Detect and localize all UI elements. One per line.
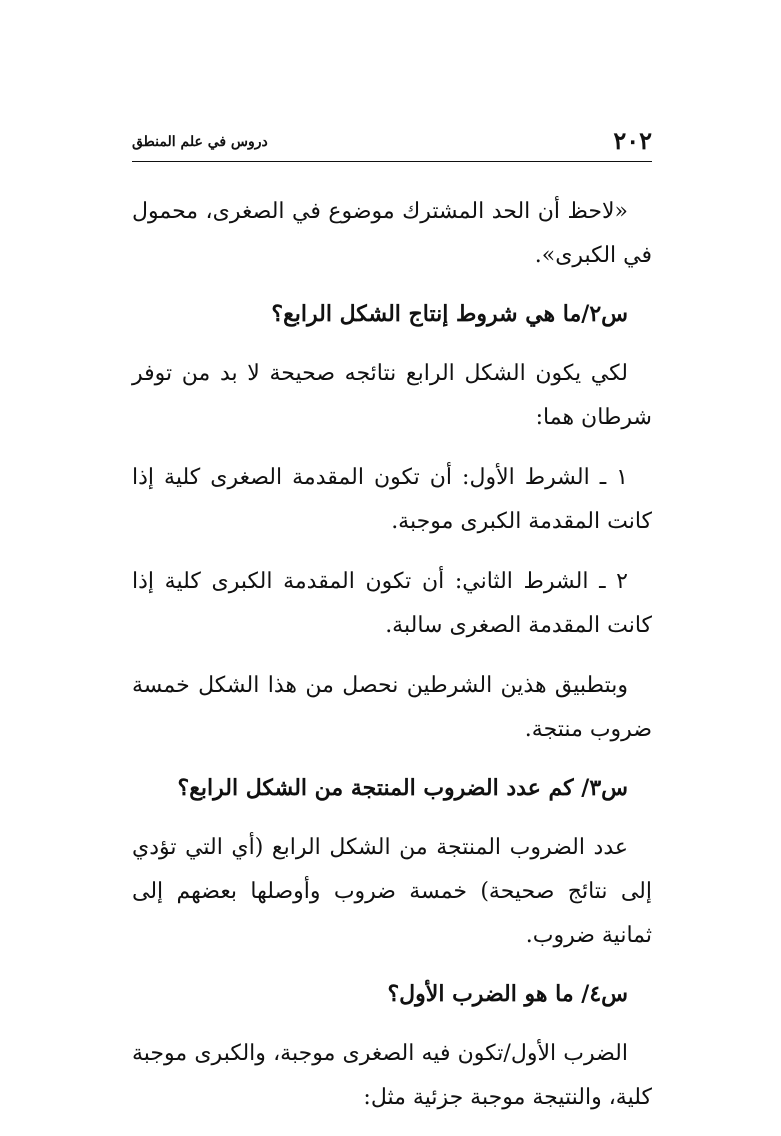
paragraph-condition-2: ٢ ـ الشرط الثاني: أن تكون المقدمة الكبرى كلية إذا كانت المقدمة الصغرى سالبة. — [132, 569, 652, 638]
header-rule — [132, 161, 652, 162]
paragraph-first-mood: الضرب الأول/تكون فيه الصغرى موجبة، والكبرى موجبة كلية، والنتيجة موجبة جزئية مثل: — [132, 1041, 652, 1110]
question-3-heading: س٣/ كم عدد الضروب المنتجة من الشكل الرابع؟ — [177, 775, 628, 801]
running-title: دروس في علم المنطق — [132, 134, 268, 150]
page-header — [132, 126, 652, 160]
question-2-heading: س٢/ما هي شروط إنتاج الشكل الرابع؟ — [271, 301, 628, 327]
paragraph-condition-1: ١ ـ الشرط الأول: أن تكون المقدمة الصغرى كلية إذا كانت المقدمة الكبرى موجبة. — [132, 465, 652, 534]
paragraph-note: «لاحظ أن الحد المشترك موضوع في الصغرى، محمول في الكبرى». — [132, 199, 652, 268]
paragraph-productive-moods: وبتطبيق هذين الشرطين نحصل من هذا الشكل خمسة ضروب منتجة. — [132, 673, 652, 742]
page-body — [132, 190, 652, 1136]
paragraph-mood-count: عدد الضروب المنتجة من الشكل الرابع (أي التي تؤدي إلى نتائج صحيحة) خمسة ضروب وأوصلها بعضهم إلى ثمانية ضروب. — [132, 835, 652, 948]
paragraph-conditions-intro: لكي يكون الشكل الرابع نتائجه صحيحة لا بد من توفر شرطان هما: — [132, 361, 652, 430]
page-number: ٢٠٢ — [613, 126, 652, 155]
question-4-heading: س٤/ ما هو الضرب الأول؟ — [387, 981, 628, 1007]
